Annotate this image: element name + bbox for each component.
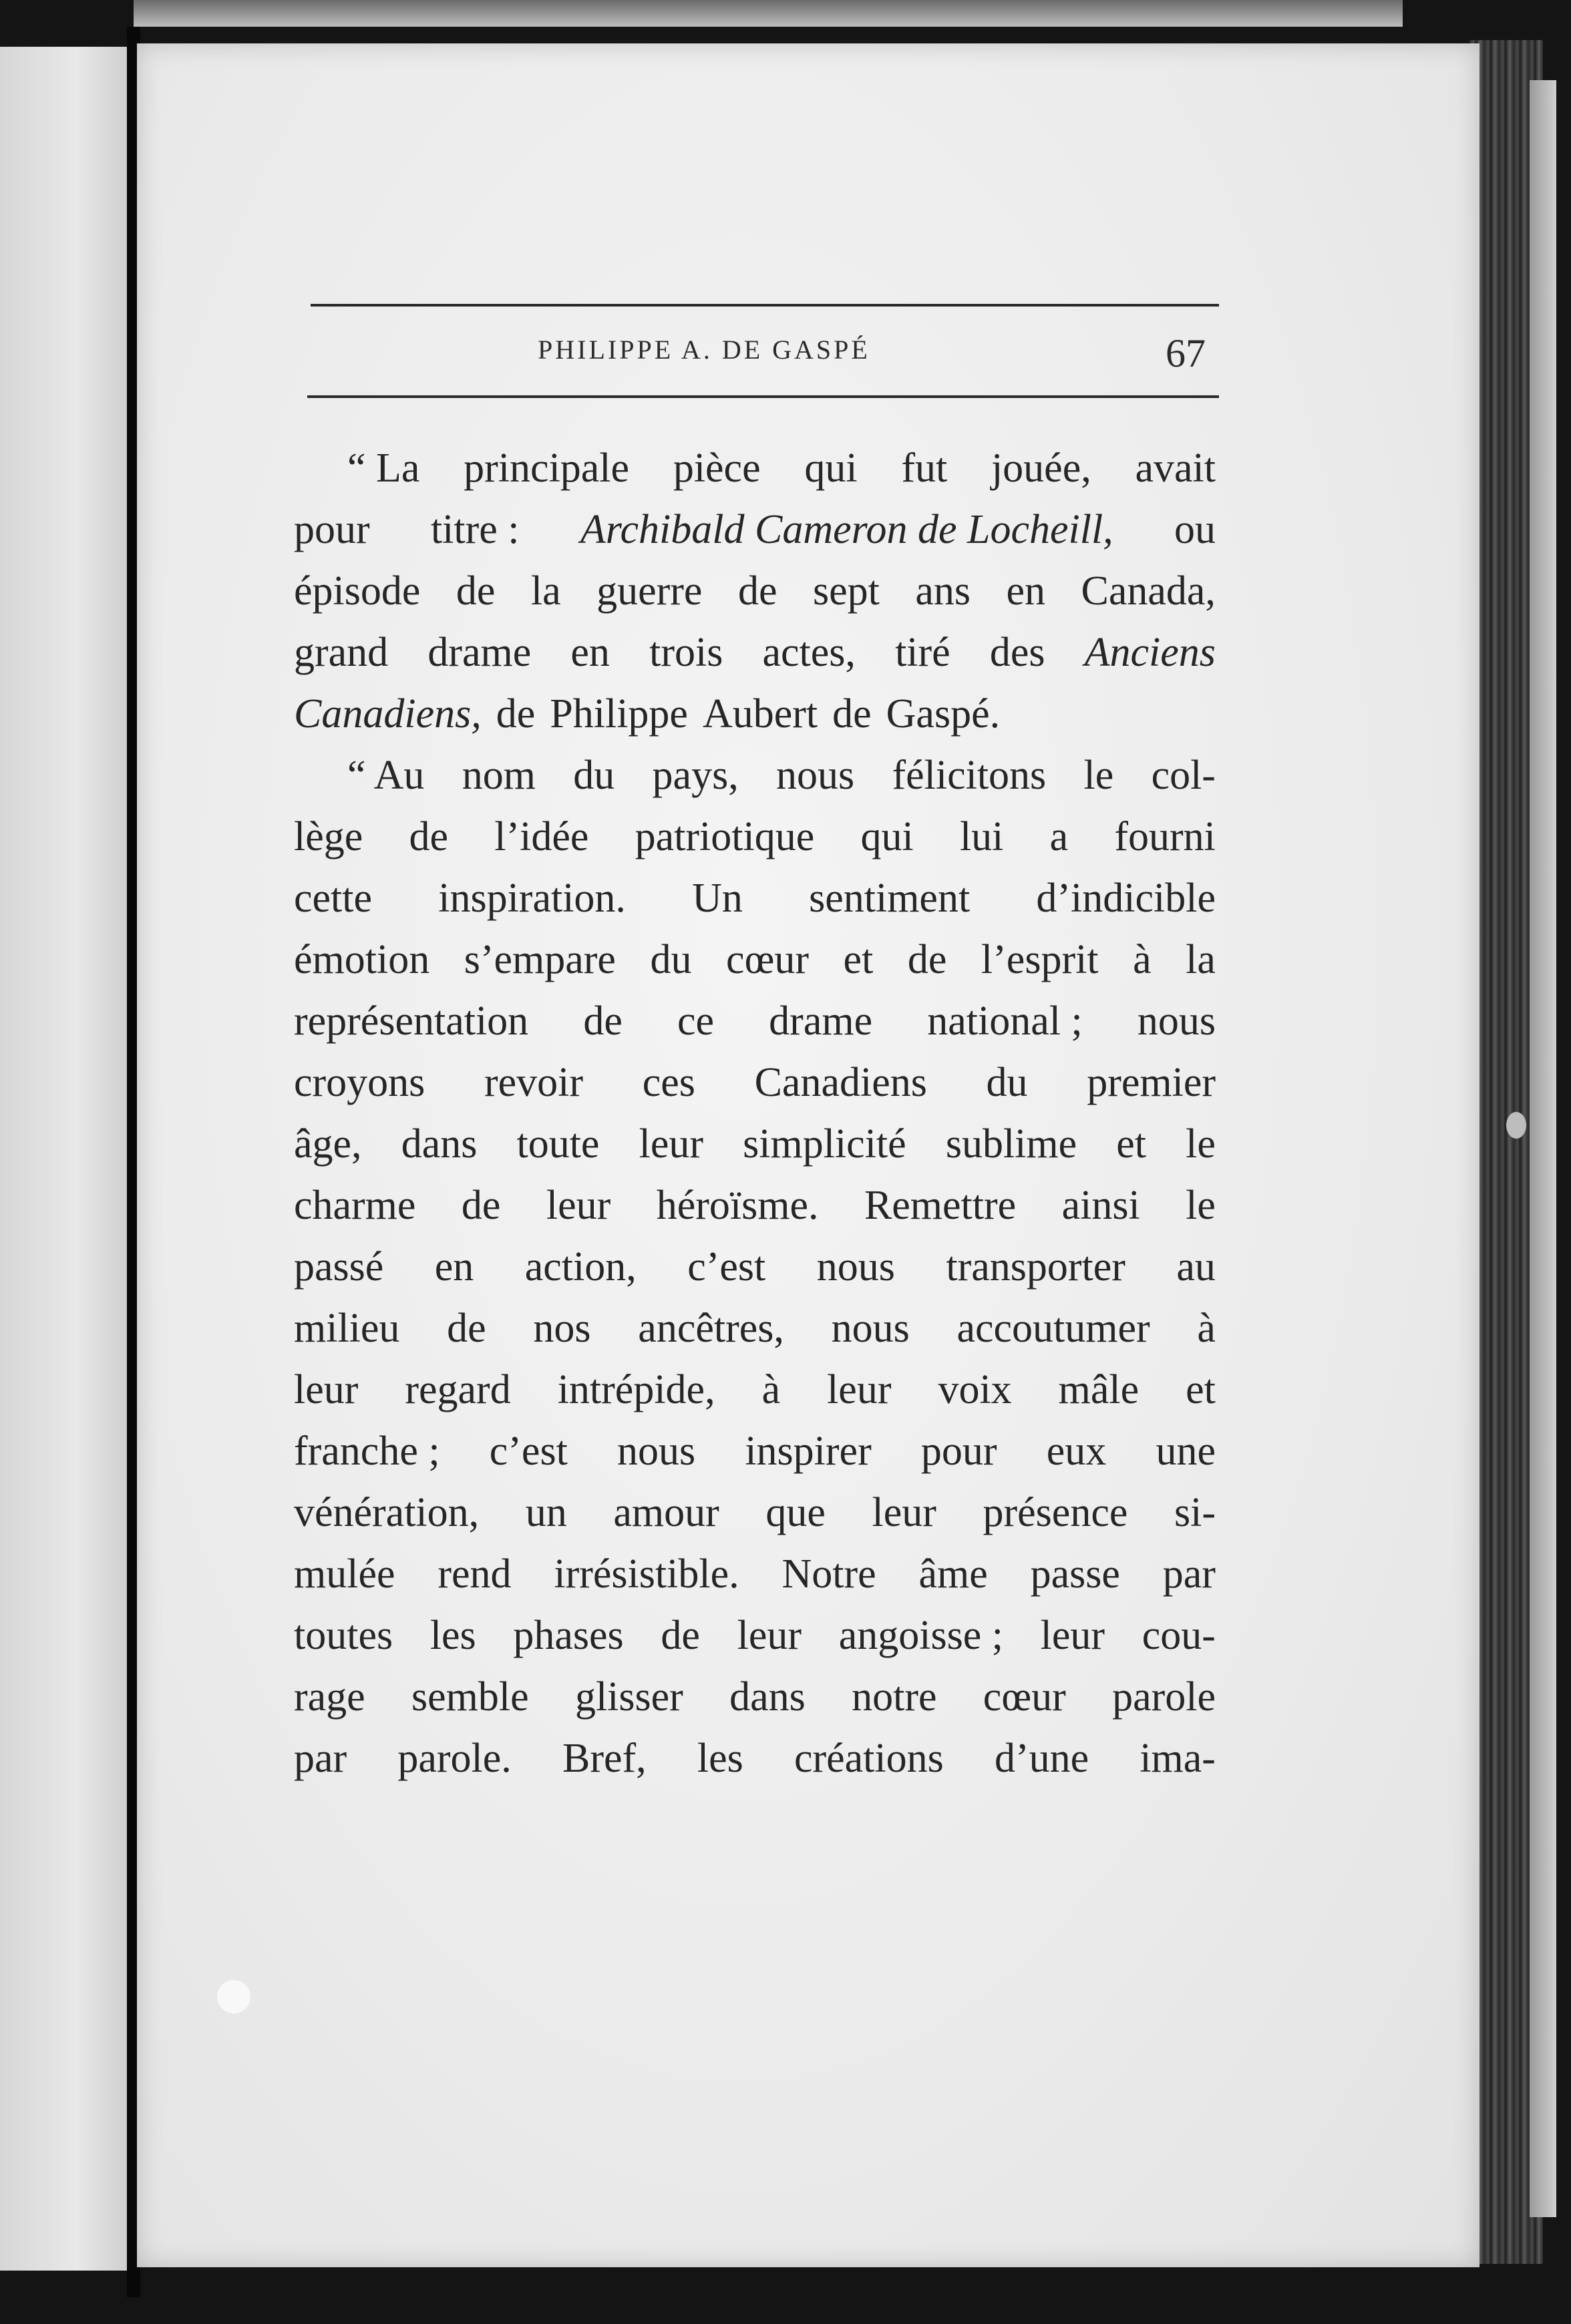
word: représentation: [294, 998, 529, 1044]
word: leur: [546, 1183, 611, 1228]
word: si-: [1174, 1490, 1216, 1535]
word: national ;: [927, 998, 1083, 1044]
word: drame: [427, 630, 532, 675]
word: Canada,: [1081, 568, 1216, 614]
book-top-edge: [134, 0, 1403, 27]
word: Bref,: [562, 1736, 647, 1781]
word: qui: [804, 445, 858, 491]
word: de: [661, 1613, 700, 1658]
word: mâle: [1058, 1367, 1140, 1412]
word: nous: [776, 753, 855, 798]
text-line: [294, 1113, 1216, 1175]
word: amour: [613, 1490, 719, 1535]
text-line: [294, 929, 1216, 990]
word: l’idée: [494, 814, 589, 859]
word: pays,: [652, 753, 739, 798]
word: revoir: [484, 1060, 584, 1105]
word: pour: [294, 507, 370, 552]
word: cœur: [983, 1674, 1066, 1720]
word: les: [429, 1613, 476, 1658]
word: regard: [405, 1367, 511, 1412]
word: cœur: [726, 937, 809, 982]
word: c’est: [687, 1244, 766, 1290]
word: de: [907, 937, 947, 982]
word: passé: [294, 1244, 384, 1290]
text-line: [294, 1175, 1216, 1236]
word: leur: [827, 1367, 892, 1412]
word: action,: [524, 1244, 637, 1290]
word: Anciens: [1084, 630, 1216, 675]
word: la: [530, 568, 561, 614]
word: angoisse ;: [838, 1613, 1003, 1658]
word: irrésistible.: [554, 1551, 739, 1597]
word: notre: [852, 1674, 937, 1720]
word: à: [1133, 937, 1152, 982]
header-rule-bottom: [307, 395, 1219, 398]
word: de: [456, 568, 496, 614]
running-head: PHILIPPE A. DE GASPÉ: [538, 335, 870, 365]
word: franche ;: [294, 1428, 440, 1474]
word: de: [461, 1183, 501, 1228]
word: Gaspé.: [886, 691, 1001, 737]
word: dans: [401, 1121, 478, 1167]
word: l’esprit: [981, 937, 1099, 982]
word: nous: [1137, 998, 1216, 1044]
text-line: [294, 560, 1216, 622]
word: titre :: [430, 507, 520, 552]
word: Canadiens: [754, 1060, 927, 1105]
word: épisode: [294, 568, 421, 614]
word: ces: [642, 1060, 695, 1105]
word: ima-: [1140, 1736, 1216, 1781]
word: ans: [915, 568, 971, 614]
word: de: [737, 568, 777, 614]
word: s’empare: [464, 937, 616, 982]
text-line: [294, 867, 1216, 929]
word: passe: [1030, 1551, 1120, 1597]
text-line: [294, 622, 1216, 683]
word: et: [843, 937, 874, 982]
word: que: [765, 1490, 826, 1535]
word: drame: [769, 998, 873, 1044]
text-line: [294, 1298, 1216, 1359]
word: accoutumer: [956, 1306, 1150, 1351]
word: de: [409, 814, 449, 859]
word: du: [986, 1060, 1028, 1105]
text-line: [294, 745, 1216, 806]
word: de: [447, 1306, 486, 1351]
text-line: [294, 1420, 1216, 1482]
word: sept: [812, 568, 880, 614]
word: c’est: [489, 1428, 568, 1474]
text-line: [294, 1359, 1216, 1420]
word: et: [1116, 1121, 1147, 1167]
word: Remettre: [864, 1183, 1017, 1228]
text-line: [294, 990, 1216, 1052]
word: croyons: [294, 1060, 425, 1105]
word: Aubert: [702, 691, 818, 737]
word: ancêtres,: [638, 1306, 784, 1351]
word: tiré: [895, 630, 950, 675]
word: trois: [649, 630, 723, 675]
word: pièce: [673, 445, 761, 491]
text-line: [294, 437, 1216, 499]
book-page: [137, 43, 1479, 2267]
word: simplicité: [743, 1121, 906, 1167]
word: ainsi: [1061, 1183, 1140, 1228]
word: eux: [1046, 1428, 1107, 1474]
word: présence: [983, 1490, 1128, 1535]
word: glisser: [574, 1674, 683, 1720]
word: rage: [294, 1674, 365, 1720]
word: le: [1186, 1183, 1216, 1228]
word: de: [496, 691, 536, 737]
word: qui: [860, 814, 914, 859]
word: nous: [831, 1306, 910, 1351]
text-line: [294, 683, 1216, 745]
word: semble: [411, 1674, 529, 1720]
word: avait: [1135, 445, 1216, 491]
text-line: [294, 499, 1216, 560]
word: le: [1083, 753, 1114, 798]
word: et: [1186, 1367, 1216, 1412]
word: créations: [794, 1736, 944, 1781]
word: cou-: [1142, 1613, 1216, 1658]
word: héroïsme.: [656, 1183, 819, 1228]
word: milieu: [294, 1306, 400, 1351]
word: voix: [938, 1367, 1012, 1412]
word: Un: [692, 876, 743, 921]
word: lège: [294, 814, 363, 859]
word: guerre: [596, 568, 703, 614]
word: Canadiens,: [294, 691, 482, 737]
text-line: [294, 1666, 1216, 1728]
page-number: 67: [1166, 331, 1206, 375]
word: de: [832, 691, 872, 737]
word: lui: [959, 814, 1004, 859]
word: pour: [920, 1428, 997, 1474]
word: d’indicible: [1036, 876, 1216, 921]
word: des: [989, 630, 1045, 675]
word: émotion: [294, 937, 430, 982]
word: un: [525, 1490, 567, 1535]
word: par: [1162, 1551, 1216, 1597]
word: le: [1186, 1121, 1216, 1167]
word: de: [583, 998, 623, 1044]
word: “ La: [347, 445, 420, 491]
word: jouée,: [991, 445, 1091, 491]
word: par: [294, 1736, 347, 1781]
word: nos: [533, 1306, 591, 1351]
text-line: [294, 806, 1216, 867]
text-line: [294, 1543, 1216, 1605]
word: patriotique: [635, 814, 815, 859]
word: premier: [1087, 1060, 1216, 1105]
word: ce: [677, 998, 715, 1044]
word: nous: [617, 1428, 696, 1474]
word: charme: [294, 1183, 416, 1228]
word: ou: [1174, 507, 1216, 552]
word: toutes: [294, 1613, 393, 1658]
word: du: [650, 937, 692, 982]
word: félicitons: [892, 753, 1047, 798]
word: intrépide,: [557, 1367, 715, 1412]
word: leur: [1040, 1613, 1105, 1658]
word: Philippe: [550, 691, 688, 737]
left-facing-page-edge: [0, 47, 127, 2271]
paper-speck: [1506, 1112, 1526, 1139]
word: parole.: [397, 1736, 512, 1781]
page-edge-highlight: [1530, 80, 1556, 2217]
word: Archibald Cameron de Locheill,: [580, 507, 1113, 552]
word: les: [697, 1736, 743, 1781]
word: la: [1186, 937, 1216, 982]
word: actes,: [762, 630, 856, 675]
word: “ Au: [347, 753, 425, 798]
word: sublime: [945, 1121, 1077, 1167]
paper-speck: [217, 1980, 250, 2013]
word: principale: [464, 445, 630, 491]
word: fourni: [1114, 814, 1216, 859]
page-body-text: [294, 437, 1216, 1789]
word: en: [570, 630, 610, 675]
word: leur: [872, 1490, 936, 1535]
word: parole: [1112, 1674, 1216, 1720]
word: sentiment: [809, 876, 971, 921]
word: inspirer: [745, 1428, 872, 1474]
text-line: [294, 1236, 1216, 1298]
word: phases: [513, 1613, 624, 1658]
word: transporter: [946, 1244, 1125, 1290]
word: nom: [462, 753, 536, 798]
word: cette: [294, 876, 373, 921]
word: à: [1197, 1306, 1216, 1351]
word: col-: [1151, 753, 1216, 798]
text-line: [294, 1605, 1216, 1666]
header-rule-top: [311, 304, 1219, 307]
word: leur: [639, 1121, 703, 1167]
word: a: [1049, 814, 1069, 859]
word: inspiration.: [438, 876, 626, 921]
word: mulée: [294, 1551, 395, 1597]
text-line: [294, 1728, 1216, 1789]
word: fut: [901, 445, 948, 491]
text-line: [294, 1052, 1216, 1113]
text-line: [294, 1482, 1216, 1543]
word: rend: [438, 1551, 512, 1597]
word: nous: [816, 1244, 895, 1290]
word: une: [1156, 1428, 1216, 1474]
word: leur: [737, 1613, 802, 1658]
word: âme: [918, 1551, 988, 1597]
word: âge,: [294, 1121, 362, 1167]
word: au: [1176, 1244, 1216, 1290]
word: à: [761, 1367, 781, 1412]
word: leur: [294, 1367, 359, 1412]
word: grand: [294, 630, 389, 675]
word: Notre: [781, 1551, 876, 1597]
word: d’une: [994, 1736, 1089, 1781]
word: vénération,: [294, 1490, 480, 1535]
word: du: [573, 753, 615, 798]
word: toute: [516, 1121, 600, 1167]
word: dans: [729, 1674, 806, 1720]
word: en: [434, 1244, 474, 1290]
word: en: [1006, 568, 1045, 614]
